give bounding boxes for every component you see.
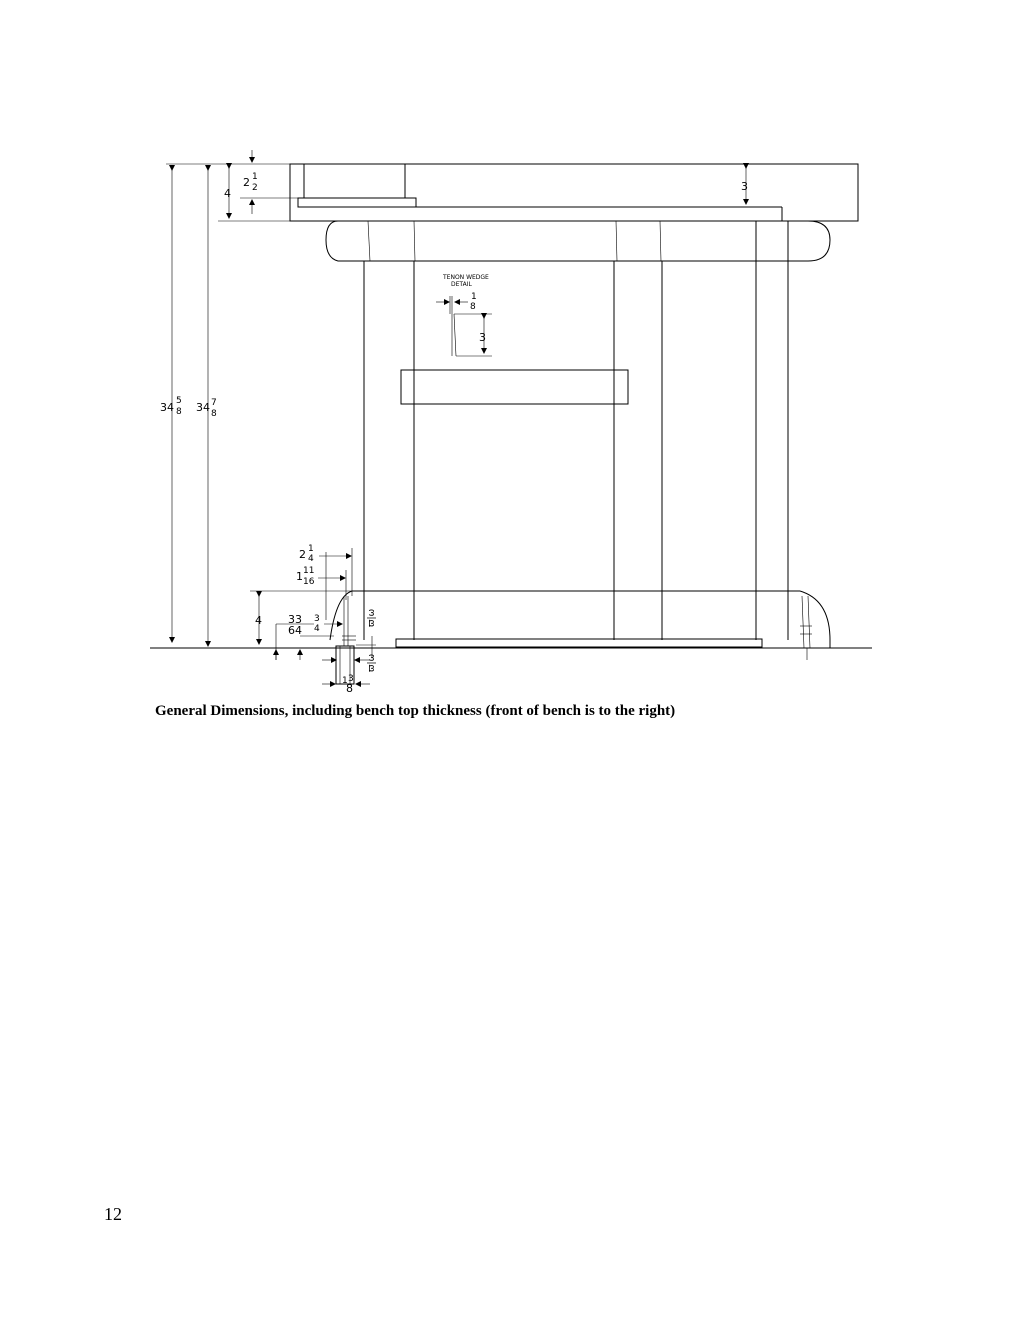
overall-b-whole: 34: [196, 401, 210, 414]
top-frac-num: 1: [252, 172, 258, 182]
foot-a-num: 1: [308, 544, 314, 554]
vertical-label-a: ϖ|ω: [367, 608, 377, 627]
overall-a-num: 5: [176, 396, 182, 406]
vertical-label-b: ϖ|ω: [367, 653, 377, 672]
top-frac-whole: 2: [243, 176, 250, 189]
foot-c-den: 64: [288, 624, 302, 637]
tenon-length-label: 3: [479, 331, 486, 344]
foot-c-num: 33: [288, 613, 302, 626]
bottom-foot: [330, 591, 830, 660]
foot-a-den: 4: [308, 554, 314, 564]
foot-e-whole: 1: [342, 676, 348, 686]
bench-legs: [364, 221, 788, 640]
tenon-title: TENON WEDGE: [443, 274, 489, 281]
overall-b-den: 8: [211, 409, 217, 419]
tenon-wedge-detail: [436, 296, 492, 356]
tenon-frac-den: 8: [470, 302, 476, 312]
foot-b-whole: 1: [296, 570, 303, 583]
top-height-label: 4: [224, 187, 231, 200]
overall-a-whole: 34: [160, 401, 174, 414]
foot-d-num: 3: [314, 614, 320, 624]
overall-b-num: 7: [211, 398, 217, 408]
top-rail: [326, 221, 830, 261]
figure-caption: General Dimensions, including bench top thickness (front of bench is to the right): [155, 703, 676, 719]
page-number: 12: [104, 1204, 122, 1224]
foot-b-den: 16: [303, 577, 315, 587]
overall-a-den: 8: [176, 407, 182, 417]
foot-height-label: 4: [255, 614, 262, 627]
bench-top: [290, 164, 858, 221]
foot-d-den: 4: [314, 624, 320, 634]
foot-b-num: 11: [303, 566, 315, 576]
foot-e-den: 8: [346, 682, 353, 695]
foot-leg-detail: [336, 596, 356, 684]
middle-stretcher: [401, 370, 628, 404]
foot-e-num: 3: [348, 674, 354, 684]
overall-height-dims: [166, 150, 298, 648]
tenon-subtitle: DETAIL: [451, 281, 472, 288]
foot-a-whole: 2: [299, 548, 306, 561]
top-frac-den: 2: [252, 183, 258, 193]
tenon-frac-num: 1: [471, 292, 477, 302]
top-thickness-label: 3: [741, 180, 748, 193]
